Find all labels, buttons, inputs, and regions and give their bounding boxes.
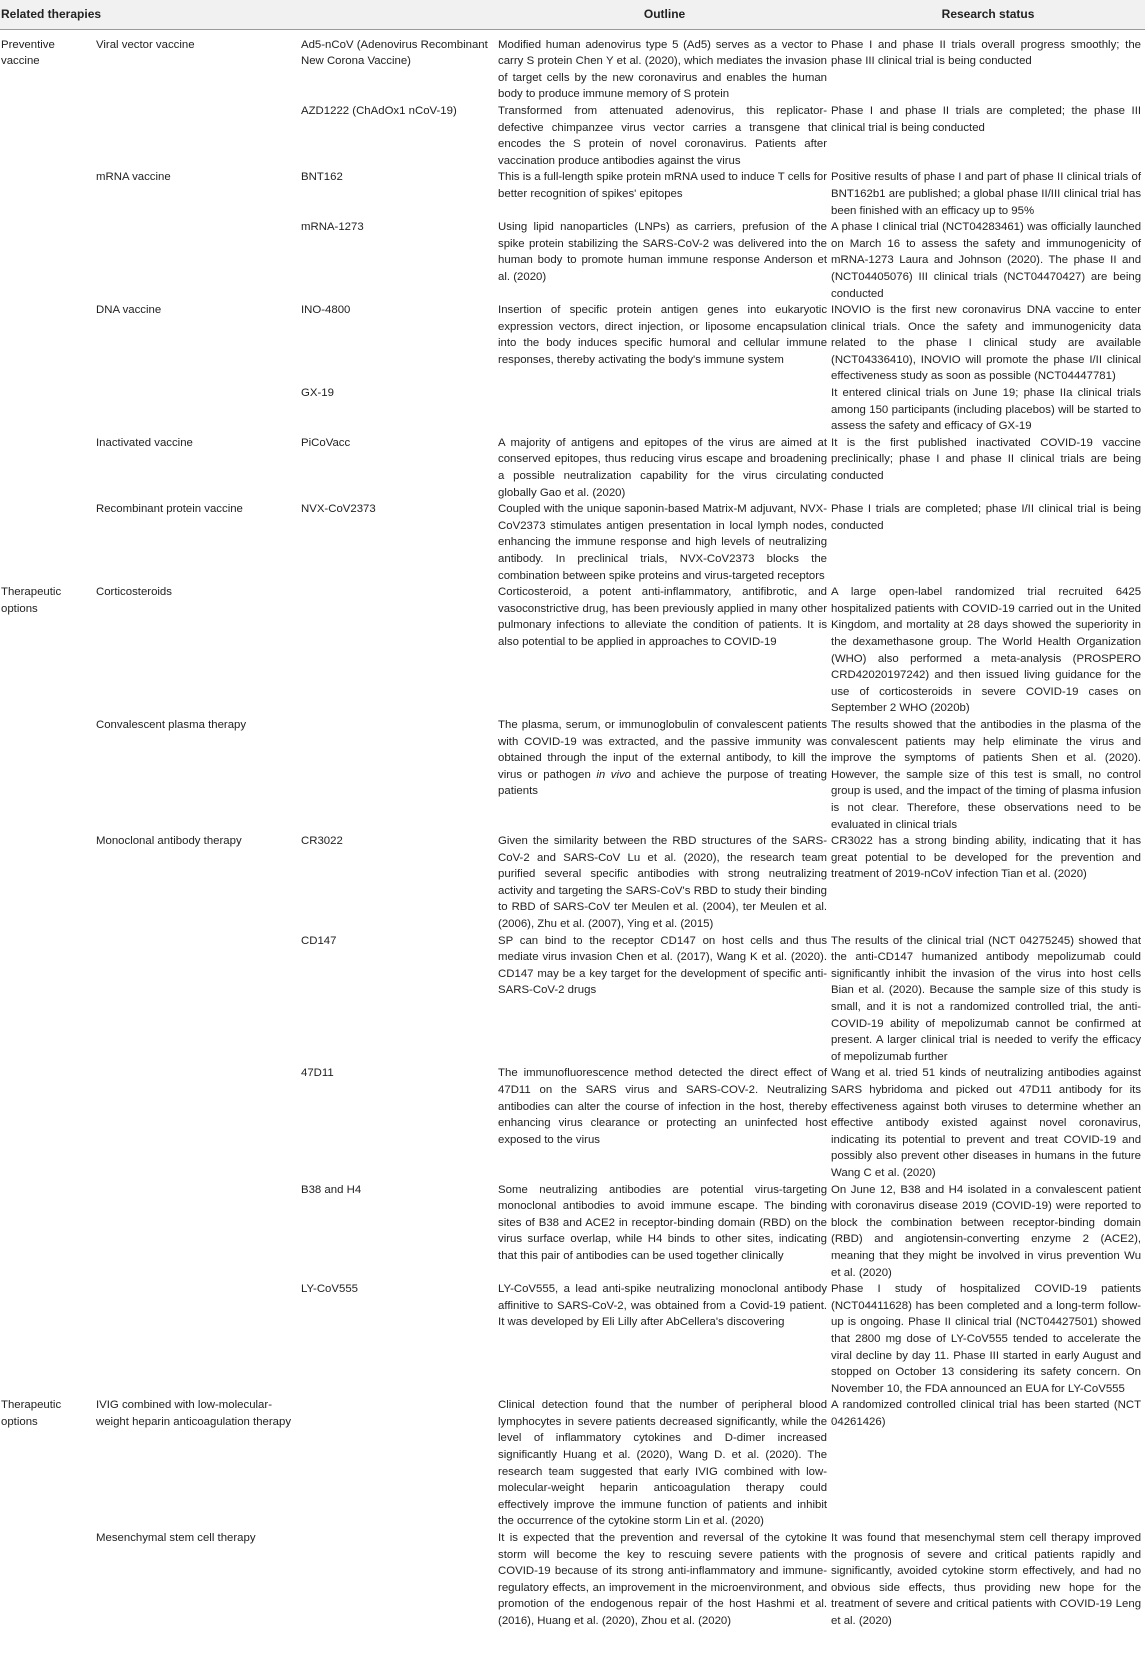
category-cell bbox=[0, 385, 96, 435]
name-cell: INO-4800 bbox=[301, 304, 351, 317]
name-cell: BNT162 bbox=[301, 171, 343, 184]
table-row bbox=[0, 435, 1145, 501]
outline-cell: Modified human adenovirus type 5 (Ad5) serves as a vector to carry S protein Chen Y et al. (2020), which mediates the invasion of target cells by the new coronavirus and enables the human body to produce immune memory of S protein bbox=[498, 38, 828, 101]
category-cell: Therapeutic options bbox=[1, 1399, 62, 1428]
name-cell: PiCoVacc bbox=[301, 436, 351, 449]
type-cell: Monoclonal antibody therapy bbox=[96, 835, 242, 848]
type-cell: Corticosteroids bbox=[96, 586, 172, 599]
header-research-status: Research status bbox=[831, 0, 1145, 29]
type-cell bbox=[96, 103, 301, 169]
category-cell bbox=[0, 1065, 96, 1181]
outline-cell: Some neutralizing antibodies are potential virus-targeting monoclonal antibodies to avoid immune escape. The binding sites of B38 and ACE2 in receptor-binding domain (RBD) on the virus surface overlap, while H4 binds to other sites, indicating that this pair of antibodies can be used together clinically bbox=[498, 1183, 828, 1262]
outline-italic-text: in vivo bbox=[596, 768, 632, 781]
table-row bbox=[0, 103, 1145, 169]
category-cell bbox=[0, 1281, 96, 1397]
type-cell: DNA vaccine bbox=[96, 304, 162, 317]
outline-cell bbox=[498, 717, 831, 833]
category-cell bbox=[0, 219, 96, 302]
outline-cell: It is expected that the prevention and reversal of the cytokine storm will become the key to rescuing severe patients with COVID-19 because of its strong anti-inflammatory and immune-regulatory effects, an improvement in the microenvironment, and promotion of the endogenous repair of the host Hashmi et al. (2016), Huang et al. (2020), Zhou et al. (2020) bbox=[498, 1532, 828, 1627]
type-cell bbox=[96, 219, 301, 302]
name-cell: B38 and H4 bbox=[301, 1183, 362, 1196]
outline-cell: This is a full-length spike protein mRNA used to induce T cells for better recognition of spikes' epitopes bbox=[498, 171, 828, 200]
type-cell: Viral vector vaccine bbox=[96, 38, 195, 51]
outline-cell: SP can bind to the receptor CD147 on host cells and thus mediate virus invasion Chen et al. (2017), Wang K et al. (2020). CD147 may be a key target for the development of specific anti-SARS-CoV-2 drugs bbox=[498, 934, 828, 997]
category-cell bbox=[0, 717, 96, 833]
type-cell: Mesenchymal stem cell therapy bbox=[96, 1532, 256, 1545]
name-cell bbox=[301, 717, 498, 833]
table-row bbox=[0, 29, 1145, 103]
table-row bbox=[0, 1530, 1145, 1632]
outline-text: and achieve the purpose of treating patients bbox=[498, 768, 828, 798]
outline-cell: The immunofluorescence method detected the direct effect of 47D11 on the SARS virus and SARS-COV-2. Neutralizing antibodies can alter the course of infection in the host, thereby enhancing virus clearance or protecting an uninfected host exposed to the virus bbox=[498, 1067, 828, 1146]
name-cell: Ad5-nCoV (Adenovirus Recombinant New Corona Vaccine) bbox=[301, 38, 488, 68]
table-row bbox=[0, 1065, 1145, 1181]
name-cell: GX-19 bbox=[301, 387, 334, 400]
name-cell: LY-CoV555 bbox=[301, 1283, 358, 1296]
name-cell bbox=[301, 1397, 498, 1530]
table-row bbox=[0, 833, 1145, 933]
outline-cell: Insertion of specific protein antigen genes into eukaryotic expression vectors, direct injection, or liposome encapsulation into the body induces specific humoral and cellular immune responses, thereby activating the body's immune system bbox=[498, 304, 828, 366]
outline-cell: Transformed from attenuated adenovirus, this replicator-defective chimpanzee virus vector carries a transgene that encodes the S protein of novel coronavirus. Patients after vaccination produce antibodies against the virus bbox=[498, 104, 828, 167]
status-cell: The results of the clinical trial (NCT 04275245) showed that the anti-CD147 humanized antibody mepolizumab could significantly inhibit the invasion of the virus into host cells Bian et al. (2020). Because the sample size of this study is small, and it is not a randomized controlled trial, the anti-COVID-19 ability of mepolizumab cannot be confirmed at present. A larger clinical trial is needed to verify the efficacy of mepolizumab further bbox=[831, 934, 1142, 1063]
type-cell bbox=[96, 1182, 301, 1282]
status-cell: Phase I trials are completed; phase I/II clinical trial is being conducted bbox=[831, 503, 1142, 532]
name-cell: NVX-CoV2373 bbox=[301, 503, 376, 516]
status-cell: A large open-label randomized trial recruited 6425 hospitalized patients with COVID-19 carried out in the United Kingdom, and mortality at 28 days showed the superiority in the dexamethasone group. The World Health Organization (WHO) also performed a meta-analysis (PROSPERO CRD42020197242) and then issued living guidance for the use of corticosteroids in severe COVID-19 cases on September 2 WHO (2020b) bbox=[831, 586, 1142, 715]
type-cell bbox=[96, 933, 301, 1066]
type-cell bbox=[96, 1281, 301, 1397]
category-cell bbox=[0, 435, 96, 501]
category-cell: Therapeutic options bbox=[1, 586, 62, 615]
name-cell: AZD1222 (ChAdOx1 nCoV-19) bbox=[301, 104, 457, 117]
status-cell: The results showed that the antibodies in the plasma of the convalescent patients may help eliminate the virus and improve the symptoms of patients Shen et al. (2020). However, the sample size of this test is small, no control group is used, and the impact of the timing of plasma infusion is not clear. Therefore, these observations need to be evaluated in clinical trials bbox=[831, 718, 1142, 831]
table-row bbox=[0, 717, 1145, 833]
table-row bbox=[0, 501, 1145, 584]
header-row bbox=[0, 0, 1145, 29]
type-cell bbox=[96, 385, 301, 435]
type-cell bbox=[96, 1065, 301, 1181]
outline-cell: LY-CoV555, a lead anti-spike neutralizing monoclonal antibody affinitive to SARS-CoV-2, was obtained from a Covid-19 patient. It was developed by Eli Lilly after AbCellera's discovering bbox=[498, 1283, 828, 1329]
name-cell bbox=[301, 584, 498, 717]
outline-cell: Corticosteroid, a potent anti-inflammatory, antifibrotic, and vasoconstrictive drug, has been previously applied in many other pulmonary infections to alleviate the condition of patients. It is also potential to be applied in approaches to COVID-19 bbox=[498, 586, 828, 648]
table-row bbox=[0, 1182, 1145, 1282]
category-cell bbox=[0, 103, 96, 169]
category-cell bbox=[0, 1530, 96, 1632]
outline-text: The plasma, serum, or immunoglobulin of convalescent patients with COVID-19 was extracted, and the passive immunity was obtained through the input of the external antibody, to kill the virus or pathogen bbox=[498, 718, 828, 781]
status-cell: Positive results of phase I and part of phase II clinical trials of BNT162b1 are published; a global phase II/III clinical trial has been finished with an efficacy up to 95% bbox=[831, 171, 1142, 217]
status-cell: Phase I study of hospitalized COVID-19 patients (NCT04411628) has been completed and a long-term follow-up is ongoing. Phase II clinical trial (NCT04427501) showed that 2800 mg dose of LY-CoV555 tended to accelerate the viral decline by day 11. Phase III started in early August and stopped on October 13 considering its safety concern. On November 10, the FDA announced an EUA for LY-CoV555 bbox=[831, 1283, 1142, 1395]
category-cell bbox=[0, 302, 96, 385]
table-row bbox=[0, 933, 1145, 1066]
table-body bbox=[0, 29, 1145, 1632]
type-cell: Recombinant protein vaccine bbox=[96, 503, 243, 516]
category-cell bbox=[0, 933, 96, 1066]
table-row bbox=[0, 1281, 1145, 1397]
status-cell: A randomized controlled clinical trial has been started (NCT 04261426) bbox=[831, 1399, 1142, 1428]
table-row bbox=[0, 584, 1145, 717]
table-row bbox=[0, 169, 1145, 219]
status-cell: Phase I and phase II trials are completed; the phase III clinical trial is being conducted bbox=[831, 104, 1142, 134]
category-cell bbox=[0, 169, 96, 219]
outline-cell: Given the similarity between the RBD structures of the SARS-CoV-2 and SARS-CoV Lu et al. (2020), the research team purified several specific antibodies with strong neutralizing activity and targeting the SARS-CoV's RBD to study their binding to RBD of SARS-CoV ter Meulen et al. (2004), ter Meulen et al. (2006), Zhu et al. (2007), Ying et al. (2015) bbox=[498, 835, 828, 931]
status-cell: A phase I clinical trial (NCT04283461) was officially launched on March 16 to assess the safety and immunogenicity of mRNA-1273 Laura and Johnson (2020). The phase II and (NCT04405076) III clinical trials (NCT04470427) are being conducted bbox=[831, 221, 1142, 300]
type-cell: mRNA vaccine bbox=[96, 171, 171, 184]
name-cell: CR3022 bbox=[301, 835, 343, 848]
header-outline: Outline bbox=[498, 0, 831, 29]
table-row bbox=[0, 385, 1145, 435]
table-row bbox=[0, 302, 1145, 385]
status-cell: It is the first published inactivated COVID-19 vaccine preclinically; phase I and phase II clinical trials are being conducted bbox=[831, 436, 1142, 483]
status-cell: It entered clinical trials on June 19; phase IIa clinical trials among 150 participants (including placebos) will be started to assess the safety and efficacy of GX-19 bbox=[831, 387, 1142, 433]
table-row bbox=[0, 1397, 1145, 1530]
outline-cell: Using lipid nanoparticles (LNPs) as carriers, prefusion of the spike protein stabilizing the SARS-CoV-2 was delivered into the human body to promote human immune response Anderson et al. (2020) bbox=[498, 221, 828, 283]
outline-cell: Clinical detection found that the number of peripheral blood lymphocytes in severe patients decreased significantly, while the level of inflammatory cytokines and D-dimer increased significantly Huang et al. (2020), Wang D. et al. (2020). The research team suggested that early IVIG combined with low-molecular-weight heparin anticoagulation therapy could effectively improve the immune function of patients and inhibit the occurrence of the cytokine storm Lin et al. (2020) bbox=[498, 1399, 828, 1528]
table-row bbox=[0, 219, 1145, 302]
outline-cell bbox=[498, 385, 831, 435]
status-cell: INOVIO is the first new coronavirus DNA vaccine to enter clinical trials. Once the safety and immunogenicity data related to the phase I clinical study are available (NCT04336410), INOVIO will promote the phase I/II clinical effectiveness study as soon as possible (NCT04447781) bbox=[831, 304, 1142, 383]
category-cell: Preventive vaccine bbox=[1, 38, 55, 68]
type-cell: Inactivated vaccine bbox=[96, 436, 193, 449]
name-cell bbox=[301, 1530, 498, 1632]
type-cell: Convalescent plasma therapy bbox=[96, 718, 247, 731]
status-cell: CR3022 has a strong binding ability, indicating that it has great potential to be developed for the prevention and treatment of 2019-nCoV infection Tian et al. (2020) bbox=[831, 835, 1142, 881]
status-cell: Phase I and phase II trials overall progress smoothly; the phase III clinical trial is being conducted bbox=[831, 38, 1142, 68]
name-cell: CD147 bbox=[301, 934, 337, 947]
type-cell: IVIG combined with low-molecular-weight heparin anticoagulation therapy bbox=[96, 1399, 292, 1428]
category-cell bbox=[0, 833, 96, 933]
name-cell: 47D11 bbox=[301, 1067, 334, 1080]
status-cell: Wang et al. tried 51 kinds of neutralizing antibodies against SARS hybridoma and picked out 47D11 antibody for its effectiveness against both viruses to determine whether an effective antibody existed against novel coronavirus, indicating its potential to prevent and treat COVID-19 and possibly also prevent other diseases in humans in the future Wang C et al. (2020) bbox=[831, 1067, 1142, 1179]
status-cell: It was found that mesenchymal stem cell therapy improved the prognosis of severe and critical patients rapidly and significantly, avoided cytokine storm effectively, and had no obvious side effects, thus providing new hope for the treatment of severe and critical patients with COVID-19 Leng et al. (2020) bbox=[831, 1532, 1142, 1627]
category-cell bbox=[0, 501, 96, 584]
header-related-therapies: Related therapies bbox=[0, 0, 498, 29]
category-cell bbox=[0, 1182, 96, 1282]
outline-cell: Coupled with the unique saponin-based Matrix-M adjuvant, NVX-CoV2373 stimulates antigen presentation in local lymph nodes, enhancing the immune response and high levels of neutralizing antibody. In preclinical trials, NVX-CoV2373 blocks the combination between spike proteins and virus-targeted receptors bbox=[498, 503, 828, 582]
outline-cell: A majority of antigens and epitopes of the virus are aimed at conserved epitopes, thus reducing virus escape and broadening a possible neutralization capability for the virus circulating globally Gao et al. (2020) bbox=[498, 436, 828, 499]
status-cell: On June 12, B38 and H4 isolated in a convalescent patient with coronavirus disease 2019 (COVID-19) were reported to block the combination between receptor-binding domain (RBD) and angiotensin-converting enzyme 2 (ACE2), meaning that they might be involved in virus prevention Wu et al. (2020) bbox=[831, 1183, 1142, 1279]
name-cell: mRNA-1273 bbox=[301, 221, 364, 234]
